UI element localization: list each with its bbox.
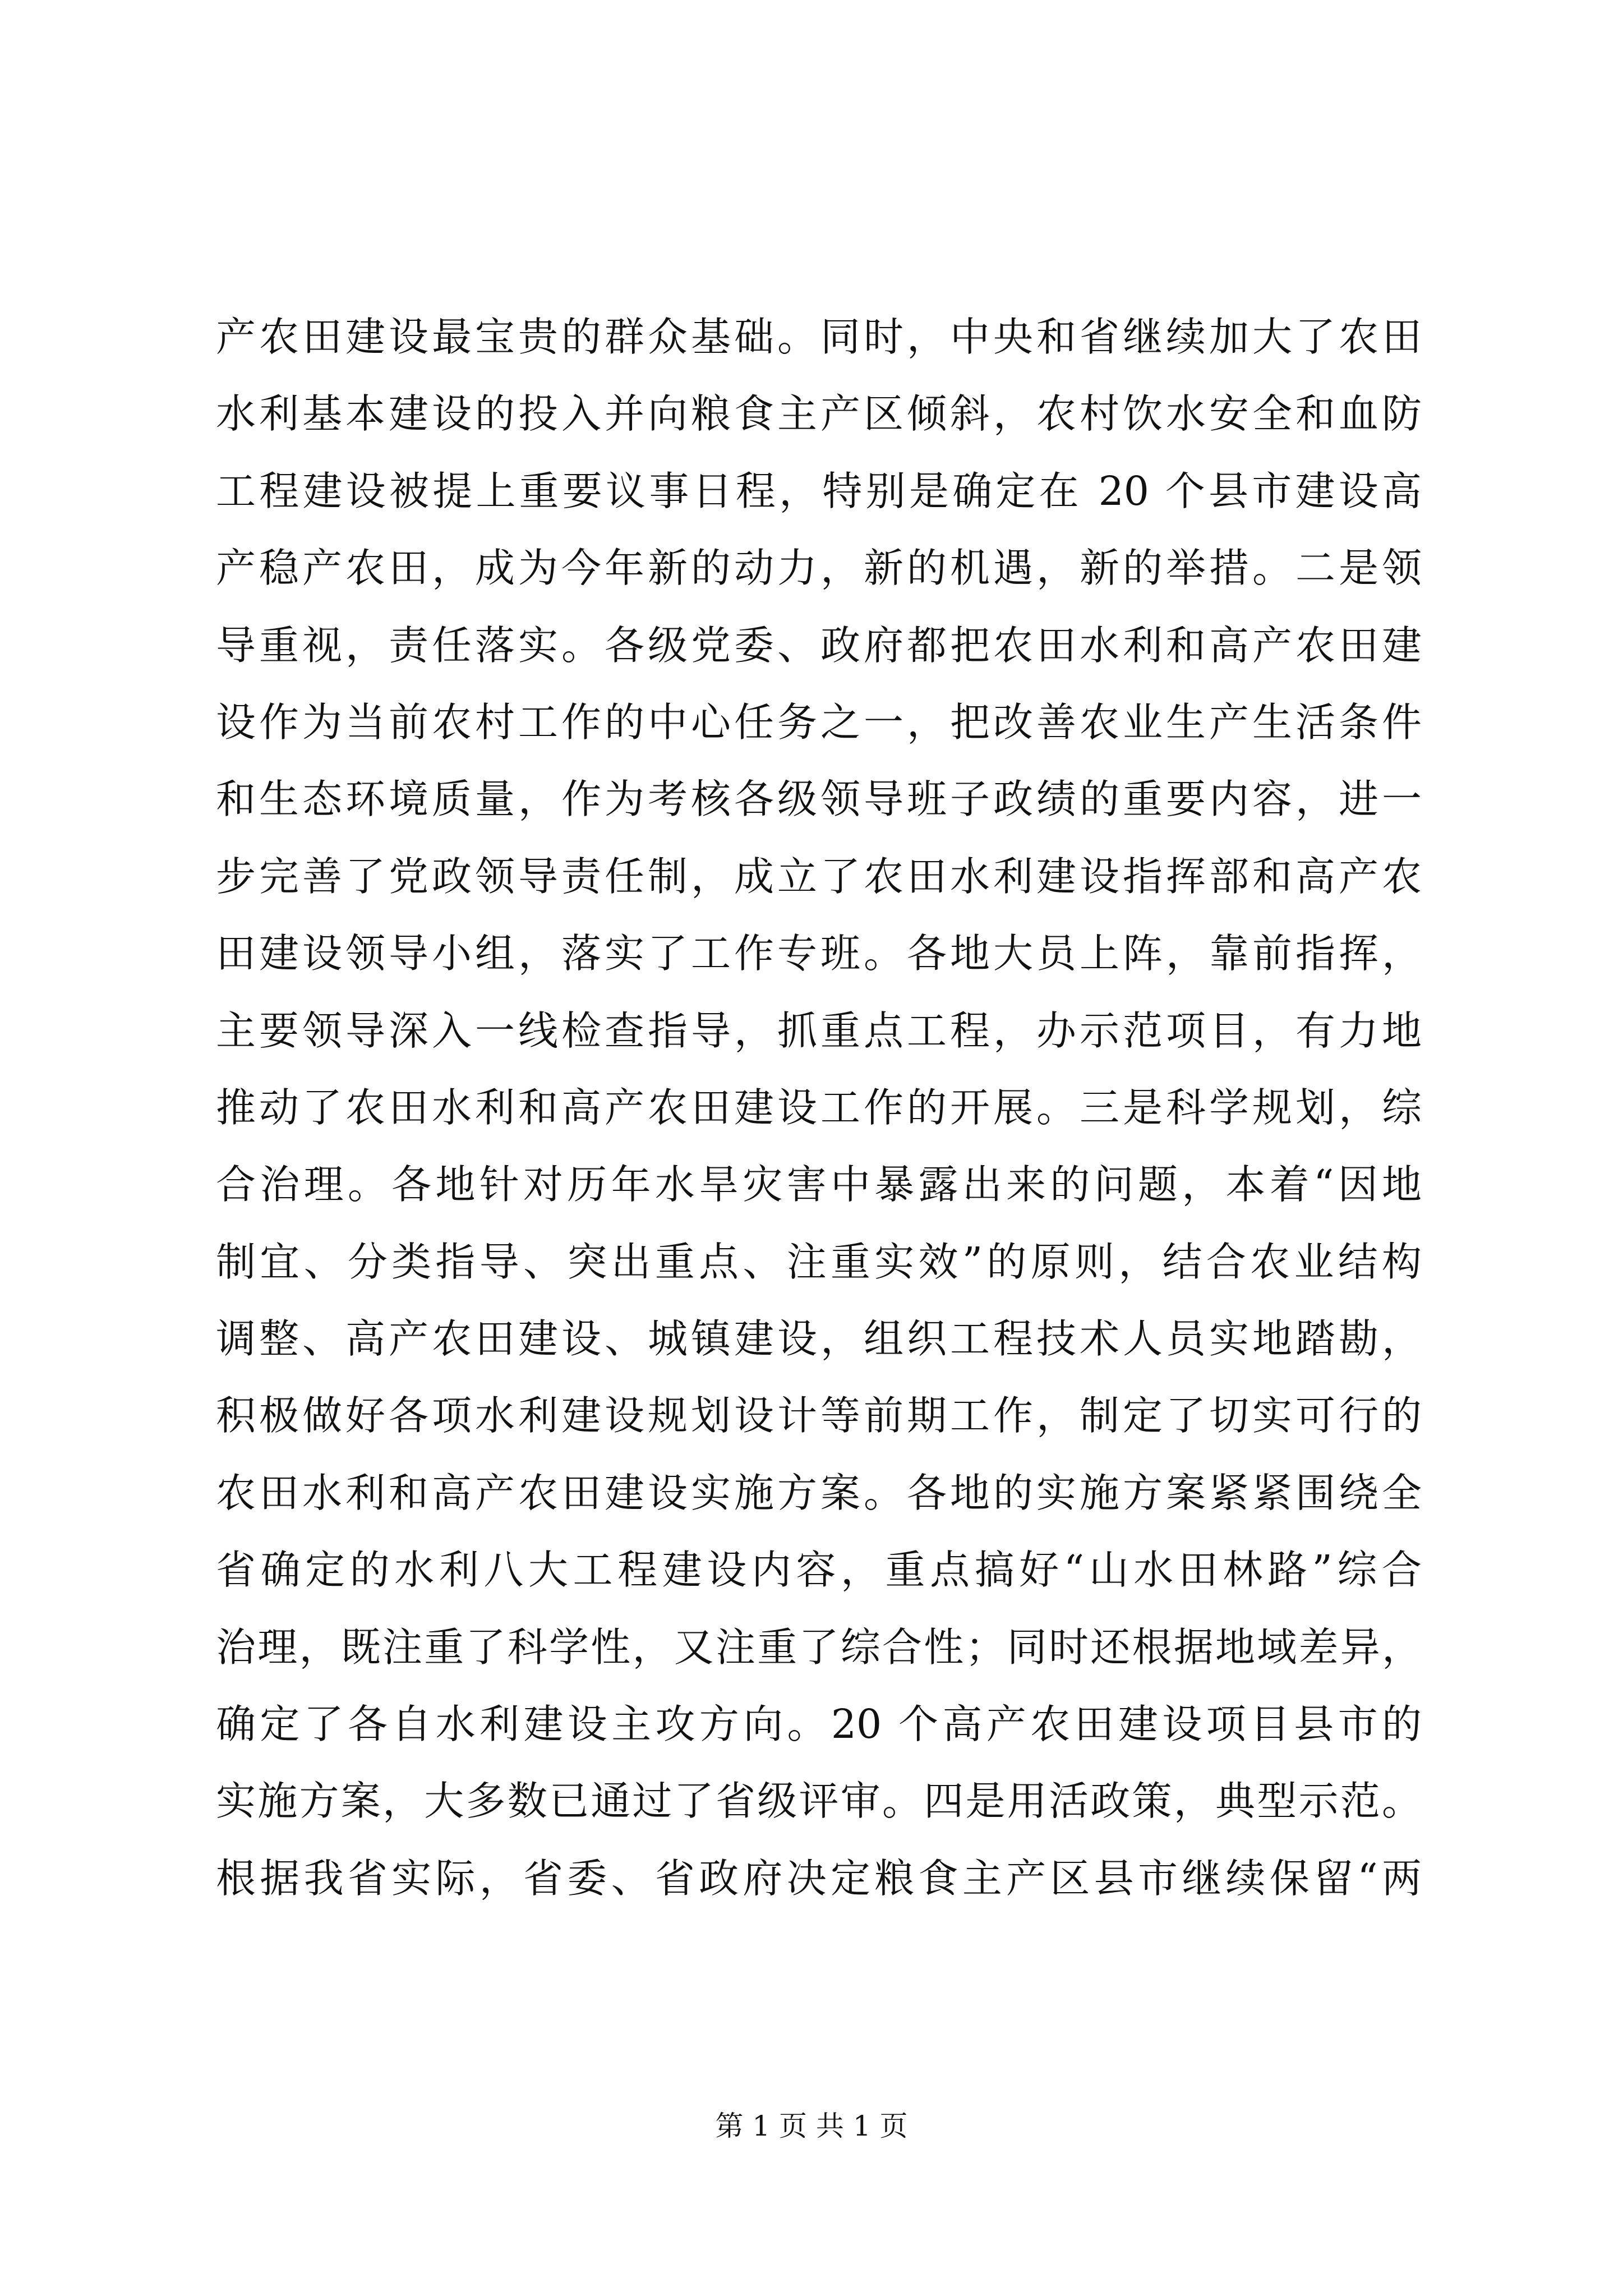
text-line: 工程建设被提上重要议事日程，特别是确定在 20 个县市建设高 <box>216 467 1422 514</box>
text-line: 实施方案，大多数已通过了省级评审。四是用活政策，典型示范。 <box>216 1778 1422 1825</box>
text-line: 和生态环境质量，作为考核各级领导班子政绩的重要内容，进一 <box>216 776 1422 823</box>
text-line: 积极做好各项水利建设规划设计等前期工作，制定了切实可行的 <box>216 1392 1422 1439</box>
text-line: 制宜、分类指导、突出重点、注重实效”的原则，结合农业结构 <box>216 1238 1422 1285</box>
body-text <box>216 298 1422 1917</box>
text-line: 确定了各自水利建设主攻方向。20 个高产农田建设项目县市的 <box>216 1701 1422 1748</box>
text-line: 产农田建设最宝贵的群众基础。同时，中央和省继续加大了农田 <box>216 314 1422 360</box>
text-line: 治理，既注重了科学性，又注重了综合性；同时还根据地域差异， <box>216 1623 1422 1671</box>
text-line: 设作为当前农村工作的中心任务之一，把改善农业生产生活条件 <box>216 698 1422 746</box>
text-line: 田建设领导小组，落实了工作专班。各地大员上阵，靠前指挥， <box>216 930 1422 977</box>
text-line: 水利基本建设的投入并向粮食主产区倾斜，农村饮水安全和血防 <box>216 390 1422 438</box>
text-line: 合治理。各地针对历年水旱灾害中暴露出来的问题，本着“因地 <box>216 1161 1422 1208</box>
text-line: 主要领导深入一线检查指导，抓重点工程，办示范项目，有力地 <box>216 1007 1422 1054</box>
text-line: 导重视，责任落实。各级党委、政府都把农田水利和高产农田建 <box>216 622 1422 669</box>
text-line: 省确定的水利八大工程建设内容，重点搞好“山水田林路”综合 <box>216 1547 1422 1594</box>
page-footer <box>0 2109 1623 2143</box>
text-line: 推动了农田水利和高产农田建设工作的开展。三是科学规划，综 <box>216 1084 1422 1131</box>
text-line: 根据我省实际，省委、省政府决定粮食主产区县市继续保留“两 <box>216 1855 1422 1902</box>
text-line: 步完善了党政领导责任制，成立了农田水利建设指挥部和高产农 <box>216 853 1422 900</box>
text-line: 调整、高产农田建设、城镇建设，组织工程技术人员实地踏勘， <box>216 1315 1422 1363</box>
text-line: 农田水利和高产农田建设实施方案。各地的实施方案紧紧围绕全 <box>216 1469 1422 1516</box>
text-line: 产稳产农田，成为今年新的动力，新的机遇，新的举措。二是领 <box>216 545 1422 592</box>
page-number-label: 第 1 页 共 1 页 <box>715 2110 908 2142</box>
